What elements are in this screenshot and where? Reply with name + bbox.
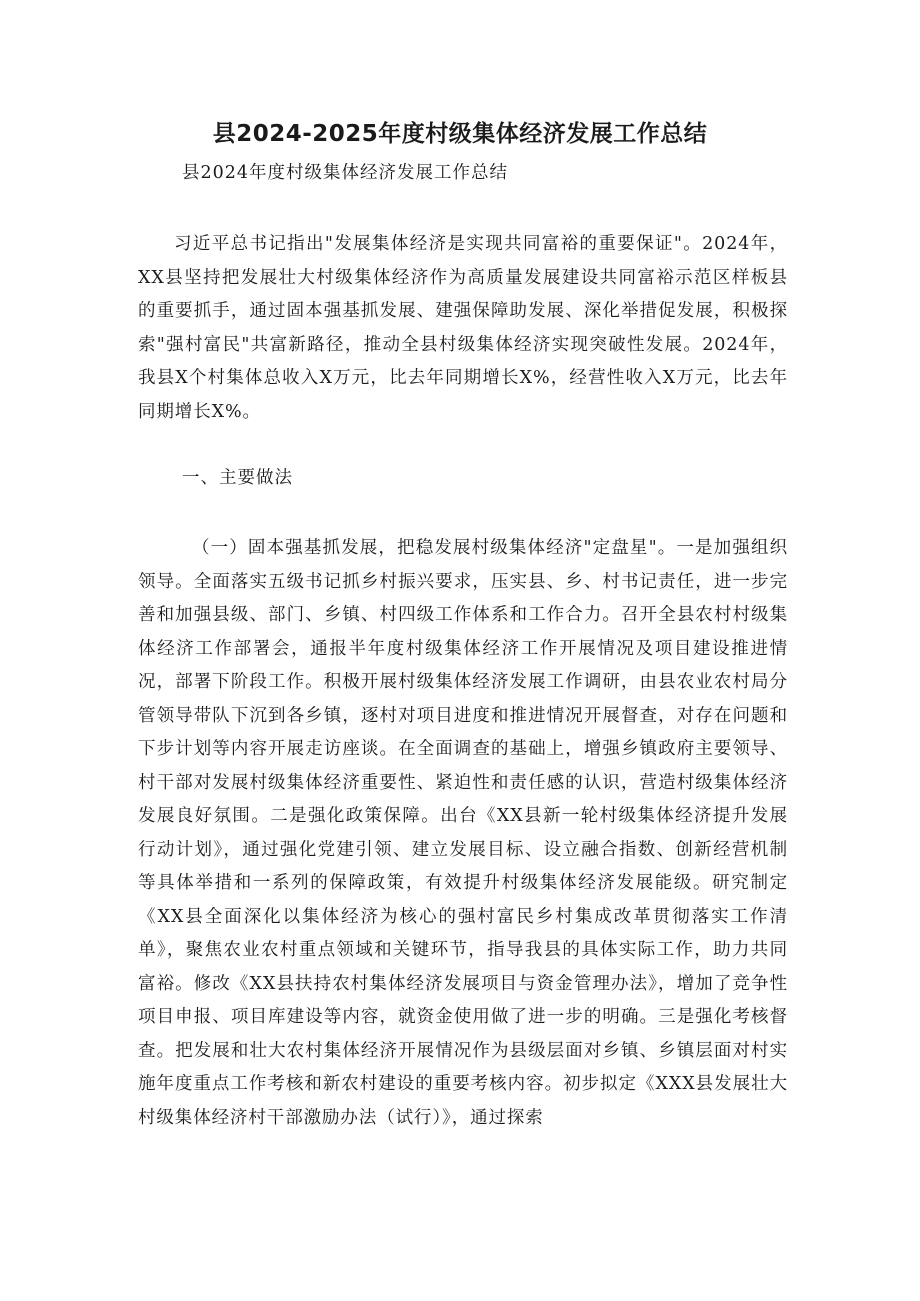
intro-paragraph: 习近平总书记指出"发展集体经济是实现共同富裕的重要保证"。2024年，XX县坚持把发展壮大村级集体经济作为高质量发展建设共同富裕示范区样板县的重要抓手，通过固本强基抓发展、建强保障助发展、深化举措促发展，积极探索"强村富民"共富新路径，推动全县村级集体经济实现突破性发展。2024年，我县X个村集体总收入X万元，比去年同期增长X%，经营性收入X万元，比去年同期增长X%。 [138,234,788,422]
section-heading: 一、主要做法 [182,468,293,488]
document-title: 县2024-2025年度村级集体经济发展工作总结 [212,121,708,147]
document-subtitle: 县2024年度村级集体经济发展工作总结 [182,163,509,183]
section-body-paragraph: （一）固本强基抓发展，把稳发展村级集体经济"定盘星"。一是加强组织领导。全面落实五级书记抓乡村振兴要求，压实县、乡、村书记责任，进一步完善和加强县级、部门、乡镇、村四级工作体系和工作合力。召开全县农村村级集体经济工作部署会，通报半年度村级集体经济工作开展情况及项目建设推进情况，部署下阶段工作。积极开展村级集体经济发展工作调研，由县农业农村局分管领导带队下沉到各乡镇，逐村对项目进度和推进情况开展督查，对存在问题和下步计划等内容开展走访座谈。在全面调查的基础上，增强乡镇政府主要领导、村干部对发展村级集体经济重要性、紧迫性和责任感的认识，营造村级集体经济发展良好氛围。二是强化政策保障。出台《XX县新一轮村级集体经济提升发展行动计划》，通过强化党建引领、建立发展目标、设立融合指数、创新经营机制等具体举措和一系列的保障政策，有效提升村级集体经济发展能级。研究制定《XX县全面深化以集体经济为核心的强村富民乡村集成改革贯彻落实工作清单》，聚焦农业农村重点领域和关键环节，指导我县的具体实际工作，助力共同富裕。修改《XX县扶持农村集体经济发展项目与资金管理办法》，增加了竞争性项目申报、项目库建设等内容，就资金使用做了进一步的明确。三是强化考核督查。把发展和壮大农村集体经济开展情况作为县级层面对乡镇、乡镇层面对村实施年度重点工作考核和新农村建设的重要考核内容。初步拟定《XXX县发展壮大村级集体经济村干部激励办法（试行）》，通过探索 [138,538,788,1128]
